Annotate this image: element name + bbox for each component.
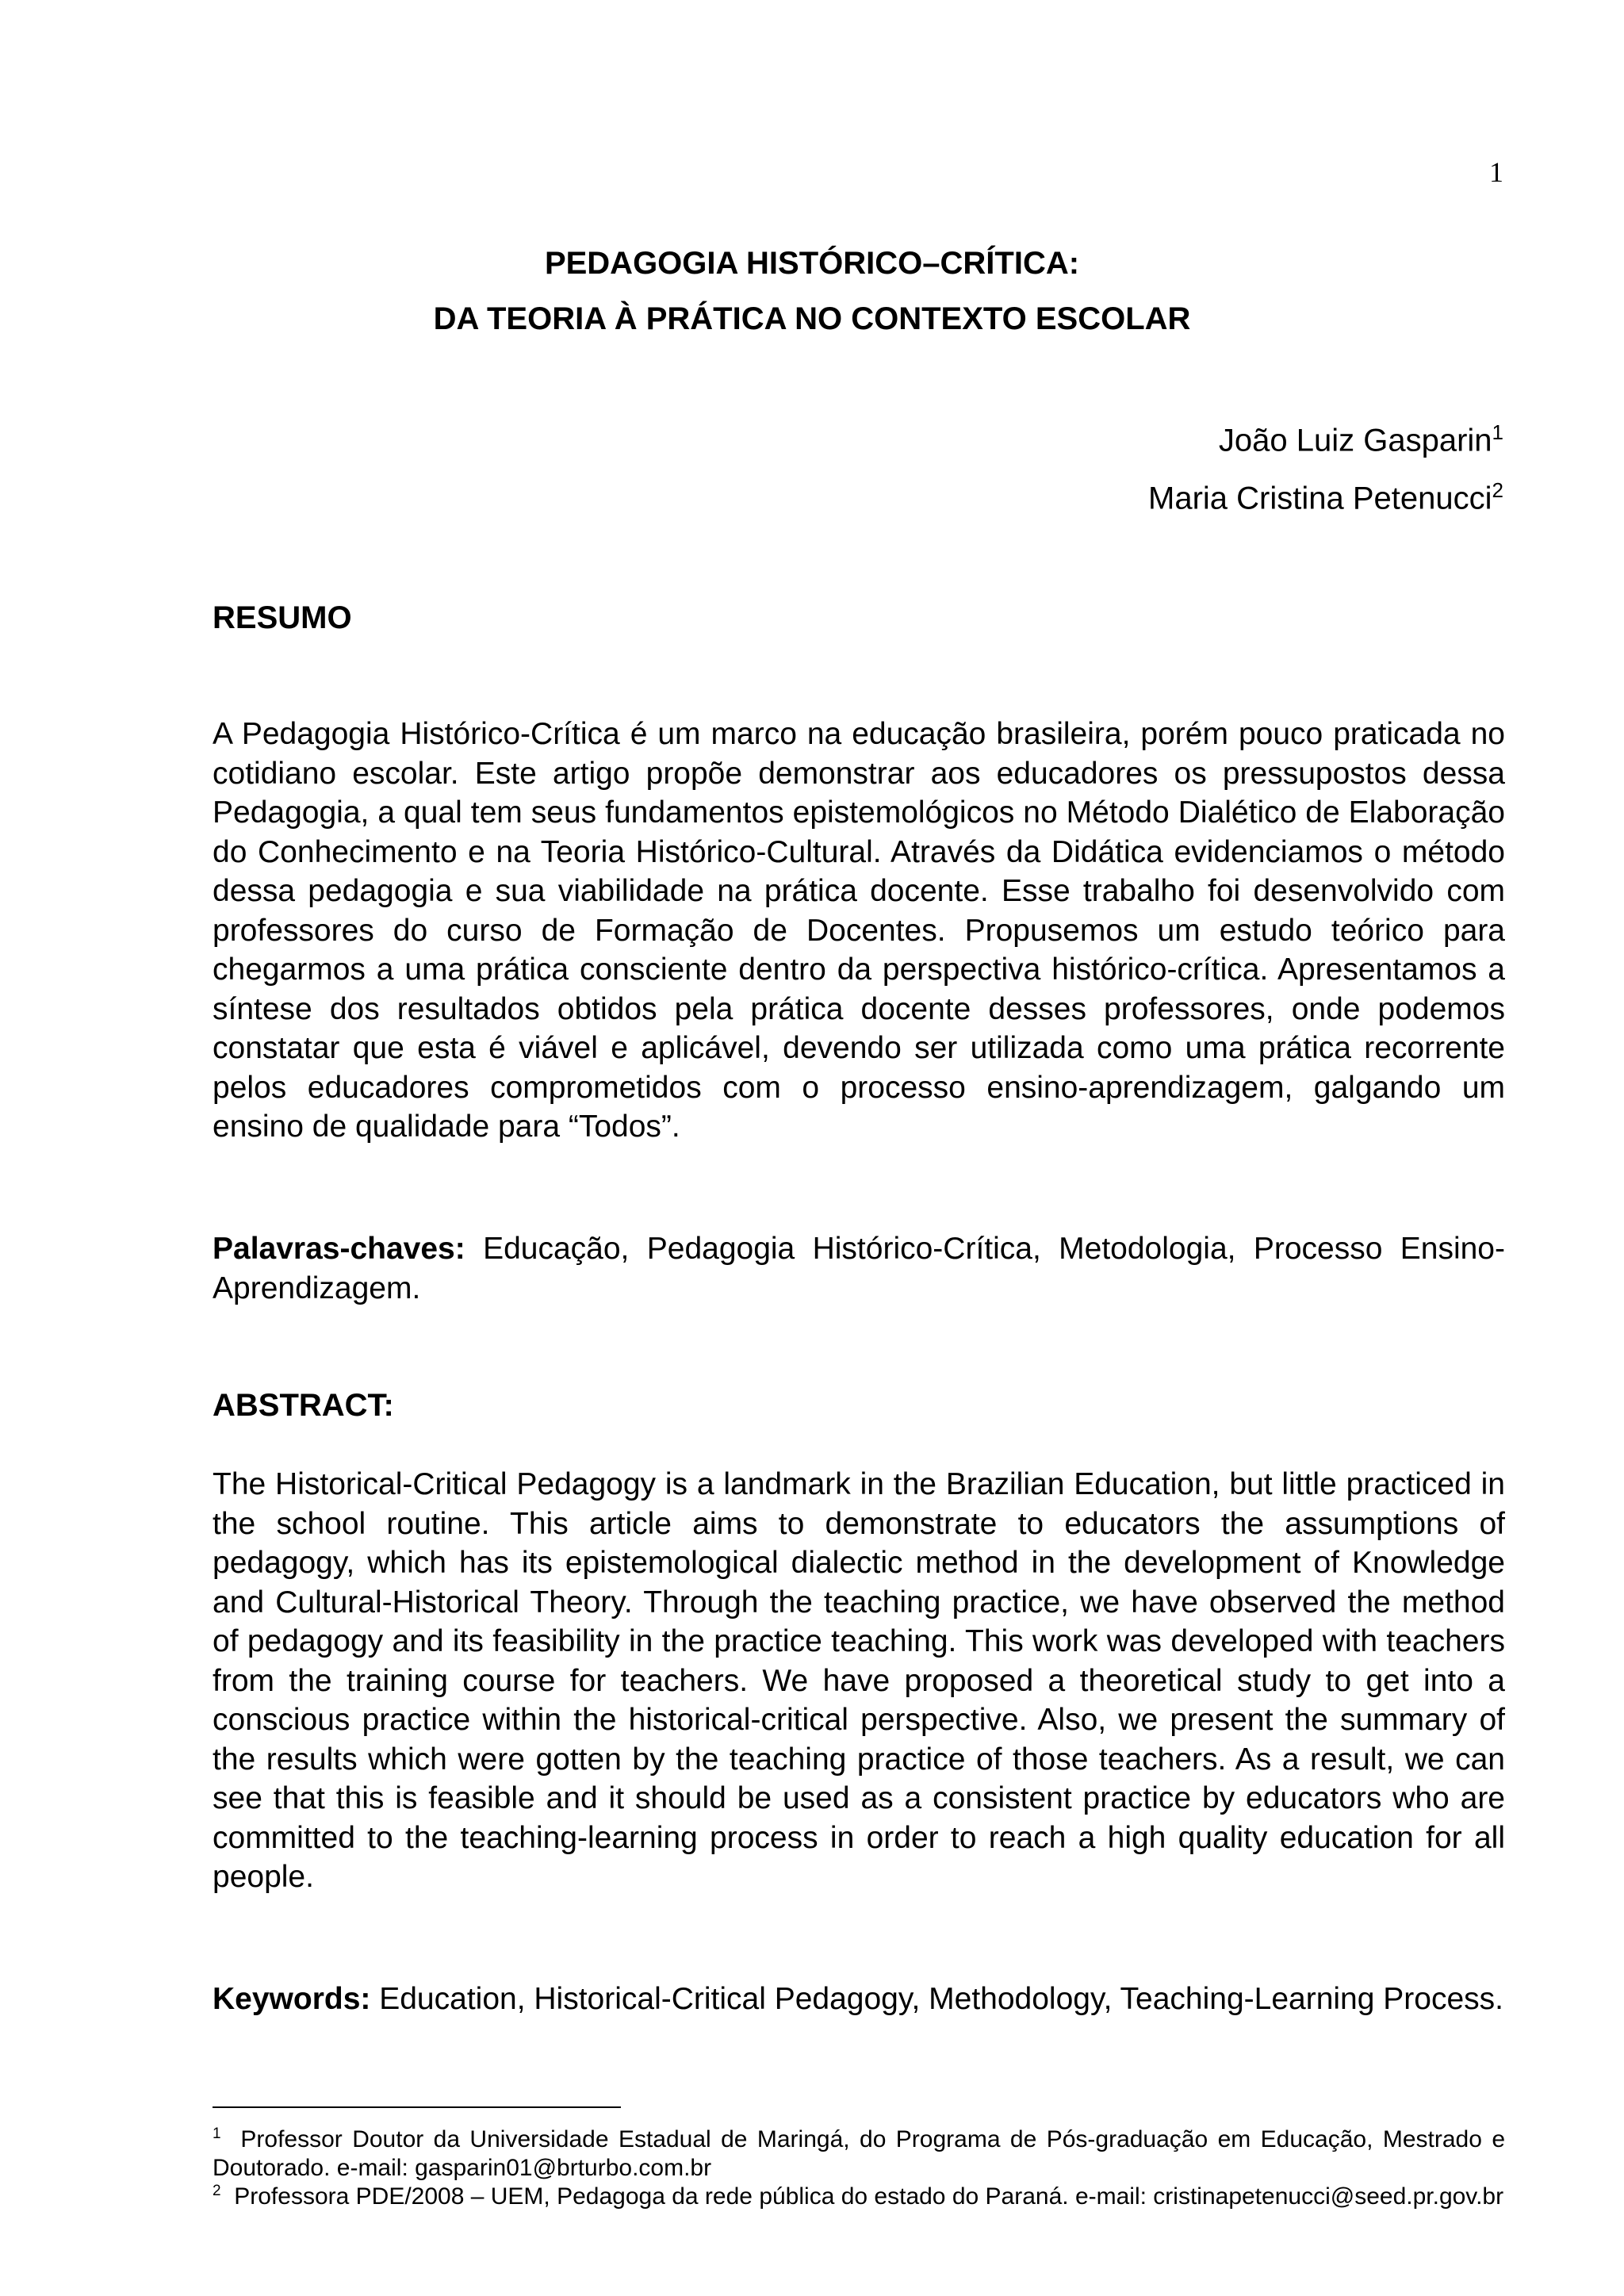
title-line-1: PEDAGOGIA HISTÓRICO–CRÍTICA: bbox=[544, 246, 1080, 281]
footnote-1-mark: 1 bbox=[213, 2125, 221, 2142]
author-1-name: João Luiz Gasparin bbox=[1218, 423, 1492, 458]
resumo-text: A Pedagogia Histórico-Crítica é um marco na educação brasileira, porém pouco praticada no cotidiano escolar. Este artigo propõe demonstrar aos educadores os pressupostos dessa Pedagogia, a qual tem seus fundamentos epistemológicos no Método Dialético de Elaboração do Conhecimento e na Teoria Histórico-Cultural. Através da Didática evidenciamos o método dessa pedagogia e sua viabilidade na prática docente. Esse trabalho foi desenvolvido com professores do curso de Formação de Docentes. Propusemos um estudo teórico para chegarmos a uma prática consciente dentro da perspectiva histórico-crítica. Apresentamos a síntese dos resultados obtidos pela prática docente desses professores, onde podemos constatar que esta é viável e aplicável, devendo ser utilizada como uma prática recorrente pelos educadores comprometidos com o processo ensino-aprendizagem, galgando um ensino de qualidade para “Todos”. bbox=[213, 717, 1505, 1144]
resumo-keywords bbox=[213, 1229, 1505, 1308]
author-2-footnote-mark[interactable]: 2 bbox=[1492, 478, 1503, 502]
resumo-keywords-list: Educação, Pedagogia Histórico-Crítica, Metodologia, Processo Ensino-Aprendizagem. bbox=[213, 1232, 1505, 1305]
author-2 bbox=[1148, 478, 1503, 516]
footnote-2 bbox=[213, 2177, 1505, 2211]
abstract-heading: ABSTRACT: bbox=[213, 1388, 394, 1423]
resumo-keywords-label: Palavras-chaves: bbox=[213, 1232, 465, 1266]
title-line-2: DA TEORIA À PRÁTICA NO CONTEXTO ESCOLAR bbox=[433, 301, 1191, 336]
footnote-2-mark: 2 bbox=[213, 2183, 221, 2199]
resumo-heading: RESUMO bbox=[213, 600, 352, 635]
author-1 bbox=[1219, 420, 1503, 458]
abstract-keywords bbox=[213, 1980, 1505, 2019]
abstract-text: The Historical-Critical Pedagogy is a landmark in the Brazilian Education, but little practiced in the school routine. This article aims to demonstrate to educators the assumptions of pedagogy, which has its epistemological dialectic method in the development of Knowledge and Cultural-Historical Theory. Through the teaching practice, we have observed the method of pedagogy and its feasibility in the practice teaching. This work was developed with teachers from the training course for teachers. We have proposed a theoretical study to get into a conscious practice within the historical-critical perspective. Also, we present the summary of the results which were gotten by the teaching practice of those teachers. As a result, we can see that this is feasible and it should be used as a consistent practice by educators who are committed to the teaching-learning process in order to reach a high quality education for all people. bbox=[213, 1467, 1505, 1894]
abstract-keywords-label: Keywords: bbox=[213, 1982, 371, 2016]
footnote-separator bbox=[213, 2106, 621, 2108]
page-number: 1 bbox=[1489, 156, 1503, 188]
author-2-name: Maria Cristina Petenucci bbox=[1148, 481, 1492, 516]
author-1-footnote-mark[interactable]: 1 bbox=[1492, 420, 1503, 444]
footnote-2-text: Professora PDE/2008 – UEM, Pedagoga da rede pública do estado do Paraná. e-mail: cristinapetenucci@seed.pr.gov.br bbox=[234, 2183, 1504, 2210]
abstract-keywords-list: Education, Historical-Critical Pedagogy, Methodology, Teaching-Learning Process. bbox=[379, 1982, 1503, 2016]
footnote-1 bbox=[213, 2120, 1505, 2183]
footnote-1-text: Professor Doutor da Universidade Estadual de Maringá, do Programa de Pós-graduação em Educação, Mestrado e Doutorado. e-mail: gasparin01@brturbo.com.br bbox=[213, 2126, 1506, 2181]
